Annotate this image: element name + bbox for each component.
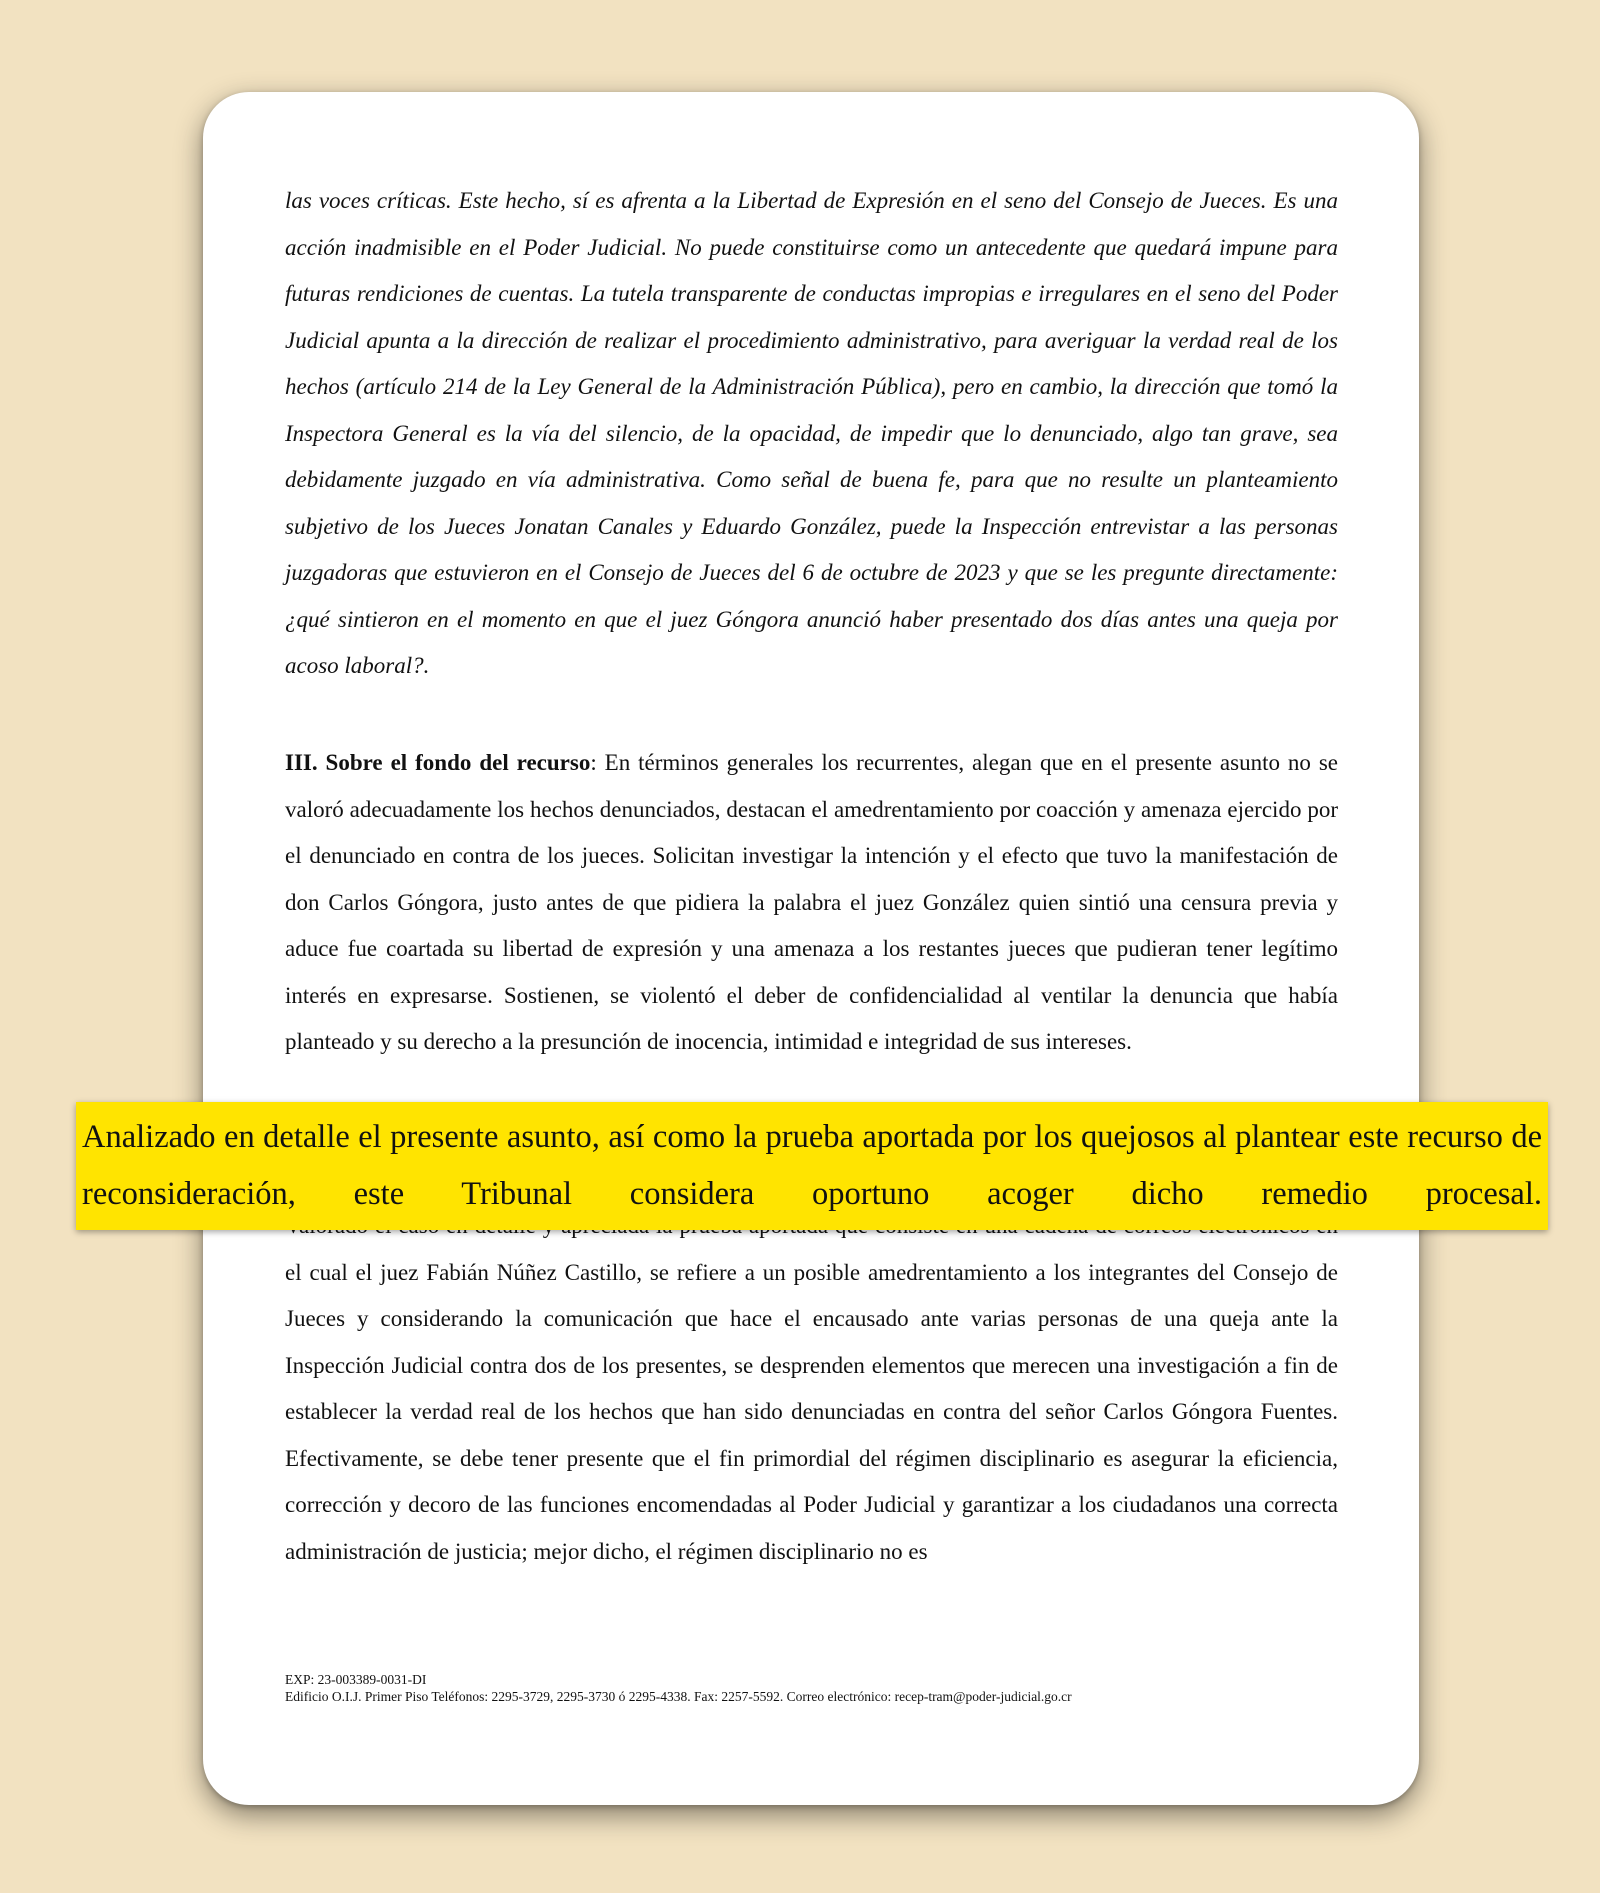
second-paragraph: el cual el juez Fabián Núñez Castillo, se refiere a un posible amedrentamiento a los integrantes del Consejo de Jueces y considerando la comunicación que hace el encausado ante varias personas de una queja ante la Inspección Judicial contra dos de los presentes, se desprenden elementos que merecen una investigación a fin de establecer la verdad real de los hechos que han sido denunciadas en contra del señor Carlos Góngora Fuentes. Efectivamente, se debe tener presente que el fin primordial del régimen disciplinario es asegurar la eficiencia, corrección y decoro de las funciones encomendadas al Poder Judicial y garantizar a los ciudadanos una correcta administración de justicia; mejor dicho, el régimen disciplinario no es bbox=[285, 1259, 1338, 1564]
page-footer bbox=[285, 1671, 1345, 1705]
italic-paragraph: las voces críticas. Este hecho, sí es afrenta a la Libertad de Expresión en el seno del Consejo de Jueces. Es una acción inadmisible en el Poder Judicial. No puede constituirse como un antecedente que quedará impune para futuras rendiciones de cuentas. La tutela transparente de conductas impropias e irregulares en el seno del Poder Judicial apunta a la dirección de realizar el procedimiento administrativo, para averiguar la verdad real de los hechos (artículo 214 de la Ley General de la Administración Pública), pero en cambio, la dirección que tomó la Inspectora General es la vía del silencio, de la opacidad, de impedir que lo denunciado, algo tan grave, sea debidamente juzgado en vía administrativa. Como señal de buena fe, para que no resulte un planteamiento subjetivo de los Jueces Jonatan Canales y Eduardo González, puede la Inspección entrevistar a las personas juzgadoras que estuvieron en el Consejo de Jueces del 6 de octubre de 2023 y que se les pregunte directamente: ¿qué sintieron en el momento en que el juez Góngora anunció haber presentado dos días antes una queja por acoso laboral?. bbox=[285, 188, 1338, 678]
footer-exp: EXP: 23-003389-0031-DI bbox=[285, 1672, 427, 1687]
section-paragraph bbox=[285, 740, 1338, 1066]
section-heading: III. Sobre el fondo del recurso bbox=[285, 750, 591, 775]
footer-contact: Edificio O.I.J. Primer Piso Teléfonos: 2295-3729, 2295-3730 ó 2295-4338. Fax: 2257-5592. Correo electrónico: recep-tram@poder-judicial.go.cr bbox=[285, 1689, 1072, 1704]
highlight-callout: Analizado en detalle el presente asunto, así como la prueba aportada por los quejosos al plantear este recurso de reconsideración, este Tribunal considera oportuno acoger dicho remedio procesal. bbox=[76, 1102, 1548, 1230]
section-paragraph-text: : En términos generales los recurrentes, alegan que en el presente asunto no se valoró adecuadamente los hechos denunciados, destacan el amedrentamiento por coacción y amenaza ejercido por el denunciado en contra de los jueces. Solicitan investigar la intención y el efecto que tuvo la manifestación de don Carlos Góngora, justo antes de que pidiera la palabra el juez González quien sintió una censura previa y aduce fue coartada su libertad de expresión y una amenaza a los restantes jueces que pudieran tener legítimo interés en expresarse. Sostienen, se violentó el deber de confidencialidad al ventilar la denuncia que había planteado y su derecho a la presunción de inocencia, intimidad e integridad de sus intereses. bbox=[285, 750, 1339, 1054]
